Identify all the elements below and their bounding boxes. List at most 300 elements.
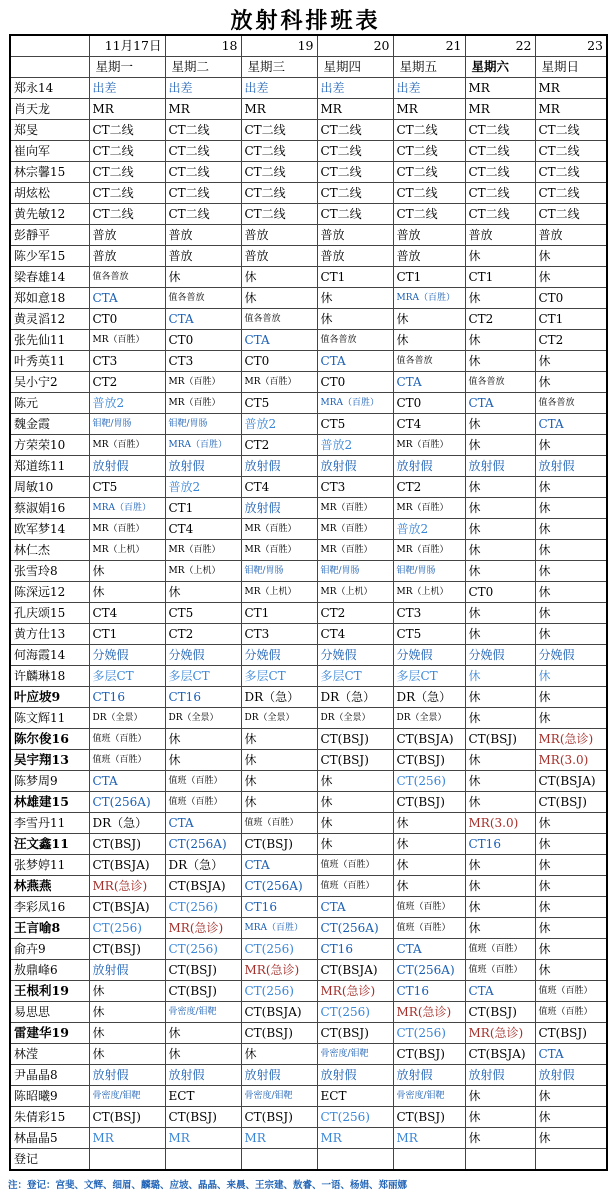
staff-name-cell: 许麟琳18 <box>10 666 89 687</box>
staff-name-cell: 林雄建15 <box>10 792 89 813</box>
shift-cell: CT2 <box>165 624 241 645</box>
shift-cell: 值班（百胜） <box>465 960 535 981</box>
table-row <box>10 666 607 687</box>
shift-cell: CT4 <box>165 519 241 540</box>
shift-cell: 休 <box>241 792 317 813</box>
shift-cell: CTA <box>165 309 241 330</box>
shift-cell: 休 <box>89 981 165 1002</box>
shift-cell: 值班（百胜） <box>393 897 465 918</box>
shift-cell: CT5 <box>241 393 317 414</box>
shift-cell: 分娩假 <box>465 645 535 666</box>
shift-cell: CT2 <box>241 435 317 456</box>
shift-cell: 普放 <box>393 246 465 267</box>
shift-cell: 出差 <box>393 78 465 99</box>
table-row <box>10 351 607 372</box>
shift-cell: 分娩假 <box>165 645 241 666</box>
shift-cell: CT0 <box>165 330 241 351</box>
shift-cell: CT2 <box>465 309 535 330</box>
shift-cell: 休 <box>465 351 535 372</box>
shift-cell: CTA <box>535 1044 607 1065</box>
shift-cell: MRA（百胜） <box>317 393 393 414</box>
shift-cell: 休 <box>535 519 607 540</box>
shift-cell: 休 <box>465 519 535 540</box>
shift-cell: 值各普放 <box>165 288 241 309</box>
shift-cell: 休 <box>89 1002 165 1023</box>
shift-cell: CT(BSJ) <box>89 939 165 960</box>
shift-cell: 放射假 <box>317 456 393 477</box>
shift-cell: CTA <box>317 897 393 918</box>
shift-cell: 多层CT <box>165 666 241 687</box>
shift-cell: CT二线 <box>241 183 317 204</box>
shift-cell: 值各普放 <box>89 267 165 288</box>
shift-cell: MR（百胜） <box>241 540 317 561</box>
shift-cell: CT(BSJ) <box>465 729 535 750</box>
table-row <box>10 519 607 540</box>
shift-cell: CT0 <box>89 309 165 330</box>
shift-cell: 休 <box>465 1086 535 1107</box>
shift-cell: MR（上机） <box>165 561 241 582</box>
shift-cell: MR <box>241 1128 317 1149</box>
staff-name-cell: 陈文辉11 <box>10 708 89 729</box>
shift-cell: CT二线 <box>393 204 465 225</box>
shift-cell: 放射假 <box>465 456 535 477</box>
shift-cell: 休 <box>465 855 535 876</box>
shift-cell: MR（百胜） <box>165 393 241 414</box>
shift-cell: 出差 <box>89 78 165 99</box>
shift-cell: MR（百胜） <box>89 519 165 540</box>
shift-cell: CT2 <box>393 477 465 498</box>
shift-cell: CT(256A) <box>89 792 165 813</box>
footer-note: 注：登记：宫斐、文辉、细眉、麟璐、应坡、晶晶、来晨、王宗建、敖睿、一语、杨娟、郑丽娜 <box>8 1180 408 1191</box>
shift-cell: 休 <box>465 477 535 498</box>
shift-cell: DR（急） <box>393 687 465 708</box>
shift-cell: 值班（百胜） <box>317 876 393 897</box>
shift-cell: 休 <box>535 1128 607 1149</box>
shift-cell: MR（百胜） <box>241 372 317 393</box>
date-header-cell: 19 <box>241 35 317 57</box>
shift-cell: ECT <box>317 1086 393 1107</box>
date-header-cell: 22 <box>465 35 535 57</box>
shift-cell: MRA（百胜） <box>393 288 465 309</box>
staff-name-cell: 李彩凤16 <box>10 897 89 918</box>
shift-cell: CT二线 <box>165 183 241 204</box>
shift-cell: CT二线 <box>317 183 393 204</box>
shift-cell: MR（上机） <box>393 582 465 603</box>
shift-cell: CT(BSJ) <box>317 1023 393 1044</box>
staff-name-cell: 林宗馨15 <box>10 162 89 183</box>
shift-cell: CT(BSJ) <box>89 834 165 855</box>
weekday-header-cell: 星期一 <box>89 57 165 78</box>
shift-cell: CT(BSJ) <box>165 981 241 1002</box>
shift-cell: 出差 <box>317 78 393 99</box>
shift-cell: CT二线 <box>89 183 165 204</box>
shift-cell: 休 <box>535 666 607 687</box>
shift-cell <box>89 1149 165 1171</box>
table-row <box>10 645 607 666</box>
shift-cell: 休 <box>89 1023 165 1044</box>
shift-cell: 休 <box>165 1044 241 1065</box>
shift-cell: CT二线 <box>317 141 393 162</box>
shift-cell: CT0 <box>241 351 317 372</box>
shift-cell: 休 <box>535 813 607 834</box>
shift-cell: 普放 <box>535 225 607 246</box>
table-row <box>10 771 607 792</box>
shift-cell: CT二线 <box>393 183 465 204</box>
shift-cell: CT1 <box>465 267 535 288</box>
table-row <box>10 393 607 414</box>
shift-cell: CT二线 <box>317 162 393 183</box>
table-row <box>10 246 607 267</box>
shift-cell: 休 <box>535 624 607 645</box>
shift-cell: 休 <box>535 372 607 393</box>
staff-name-cell: 俞卉9 <box>10 939 89 960</box>
shift-cell: CT(BSJA) <box>317 960 393 981</box>
shift-cell: 放射假 <box>393 456 465 477</box>
shift-cell: 休 <box>317 792 393 813</box>
shift-cell: CT(BSJ) <box>165 1107 241 1128</box>
date-header-row <box>10 35 607 57</box>
staff-name-cell: 张先仙11 <box>10 330 89 351</box>
shift-cell: 休 <box>465 498 535 519</box>
shift-cell: CT二线 <box>241 204 317 225</box>
shift-cell: 值各普放 <box>393 351 465 372</box>
shift-cell: 休 <box>241 1044 317 1065</box>
shift-cell: 休 <box>535 1107 607 1128</box>
shift-cell: CT3 <box>393 603 465 624</box>
shift-cell: 休 <box>535 498 607 519</box>
shift-cell: CT4 <box>89 603 165 624</box>
staff-name-cell: 黄灵滔12 <box>10 309 89 330</box>
table-row <box>10 435 607 456</box>
shift-cell: MR（百胜） <box>393 540 465 561</box>
shift-cell: CT(256) <box>393 771 465 792</box>
shift-cell: 值班（百胜） <box>89 750 165 771</box>
shift-cell: CT2 <box>89 372 165 393</box>
shift-cell: CT0 <box>465 582 535 603</box>
staff-name-cell: 陈尔俊16 <box>10 729 89 750</box>
shift-cell: 休 <box>393 876 465 897</box>
shift-cell: 休 <box>535 246 607 267</box>
shift-cell: MR <box>89 99 165 120</box>
shift-cell: 骨密度/钼靶 <box>317 1044 393 1065</box>
staff-name-cell: 彭靜平 <box>10 225 89 246</box>
staff-name-cell: 林晶晶5 <box>10 1128 89 1149</box>
shift-cell: 休 <box>465 792 535 813</box>
shift-cell: CT(256) <box>317 1107 393 1128</box>
shift-cell: 休 <box>465 414 535 435</box>
shift-cell: 放射假 <box>241 456 317 477</box>
shift-cell: 休 <box>393 834 465 855</box>
shift-cell: CT2 <box>317 603 393 624</box>
shift-cell: 休 <box>535 603 607 624</box>
shift-cell: CT5 <box>165 603 241 624</box>
shift-cell: 普放 <box>241 225 317 246</box>
shift-cell: MR（上机） <box>317 582 393 603</box>
shift-cell: 休 <box>465 540 535 561</box>
table-row <box>10 792 607 813</box>
shift-cell: CT(256) <box>89 918 165 939</box>
shift-cell: 出差 <box>241 78 317 99</box>
weekday-header-cell: 星期日 <box>535 57 607 78</box>
staff-name-cell: 汪文鑫11 <box>10 834 89 855</box>
shift-cell: CT(BSJA) <box>393 729 465 750</box>
table-row <box>10 225 607 246</box>
shift-cell: 休 <box>535 897 607 918</box>
staff-name-cell: 林滢 <box>10 1044 89 1065</box>
roster-table <box>9 34 608 1171</box>
shift-cell: 休 <box>165 582 241 603</box>
shift-cell: 休 <box>535 960 607 981</box>
date-header-cell: 18 <box>165 35 241 57</box>
staff-name-cell: 朱倩彩15 <box>10 1107 89 1128</box>
shift-cell: CT16 <box>317 939 393 960</box>
shift-cell: 休 <box>465 435 535 456</box>
shift-cell: 分娩假 <box>89 645 165 666</box>
shift-cell: 放射假 <box>393 1065 465 1086</box>
table-row <box>10 939 607 960</box>
shift-cell: 休 <box>535 708 607 729</box>
table-row <box>10 141 607 162</box>
shift-cell: MR <box>165 1128 241 1149</box>
table-row <box>10 1044 607 1065</box>
table-row <box>10 99 607 120</box>
date-header-cell <box>10 35 89 57</box>
shift-cell: 休 <box>165 750 241 771</box>
shift-cell: 钼靶/胃肠 <box>89 414 165 435</box>
shift-cell: CT(BSJ) <box>317 750 393 771</box>
shift-cell: 放射假 <box>241 1065 317 1086</box>
shift-cell: CT(256) <box>165 939 241 960</box>
shift-cell: CT二线 <box>241 141 317 162</box>
shift-cell: 休 <box>393 330 465 351</box>
table-row <box>10 1023 607 1044</box>
shift-cell: 休 <box>535 582 607 603</box>
table-row <box>10 498 607 519</box>
staff-name-cell: 林仁杰 <box>10 540 89 561</box>
staff-name-cell: 吴小宁2 <box>10 372 89 393</box>
shift-cell: 休 <box>535 855 607 876</box>
shift-cell: MR(急诊) <box>535 729 607 750</box>
shift-cell: CT5 <box>317 414 393 435</box>
staff-name-cell: 登记 <box>10 1149 89 1171</box>
shift-cell: CTA <box>317 351 393 372</box>
table-row <box>10 981 607 1002</box>
staff-name-cell: 梁春雄14 <box>10 267 89 288</box>
table-row <box>10 855 607 876</box>
table-row <box>10 330 607 351</box>
shift-cell: CT4 <box>393 414 465 435</box>
shift-cell: CTA <box>241 855 317 876</box>
shift-cell: 值班（百胜） <box>393 918 465 939</box>
shift-cell: CT(BSJ) <box>165 960 241 981</box>
shift-cell: MR（百胜） <box>317 540 393 561</box>
shift-cell: CT16 <box>241 897 317 918</box>
shift-cell: 分娩假 <box>317 645 393 666</box>
staff-name-cell: 胡炫松 <box>10 183 89 204</box>
shift-cell: 普放 <box>465 225 535 246</box>
shift-cell: 休 <box>535 1086 607 1107</box>
shift-cell: CT(256) <box>317 1002 393 1023</box>
shift-cell: 值班（百胜） <box>535 1002 607 1023</box>
shift-cell: CT二线 <box>393 141 465 162</box>
shift-cell: MR（百胜） <box>317 519 393 540</box>
shift-cell: CT二线 <box>165 120 241 141</box>
shift-cell: CT(256A) <box>241 876 317 897</box>
table-row <box>10 1065 607 1086</box>
table-row <box>10 204 607 225</box>
staff-name-cell: 欧军梦14 <box>10 519 89 540</box>
shift-cell: DR（全景） <box>241 708 317 729</box>
shift-cell: 放射假 <box>89 1065 165 1086</box>
shift-cell: 休 <box>465 708 535 729</box>
shift-cell: CTA <box>89 288 165 309</box>
shift-cell: MR（百胜） <box>317 498 393 519</box>
shift-cell <box>393 1149 465 1171</box>
shift-cell: CT1 <box>393 267 465 288</box>
shift-cell: MR <box>241 99 317 120</box>
shift-cell <box>165 1149 241 1171</box>
shift-cell: 值班（百胜） <box>241 813 317 834</box>
weekday-header-row <box>10 57 607 78</box>
shift-cell: 休 <box>165 1023 241 1044</box>
shift-cell: MR（百胜） <box>393 498 465 519</box>
table-row <box>10 288 607 309</box>
shift-cell <box>317 1149 393 1171</box>
staff-name-cell: 郑永14 <box>10 78 89 99</box>
shift-cell: CT二线 <box>241 120 317 141</box>
shift-cell: 休 <box>465 771 535 792</box>
shift-cell: MR <box>535 99 607 120</box>
table-row <box>10 540 607 561</box>
shift-cell: 值班（百胜） <box>535 981 607 1002</box>
shift-cell: CTA <box>393 939 465 960</box>
shift-cell: CT二线 <box>393 162 465 183</box>
staff-name-cell: 陈梦周9 <box>10 771 89 792</box>
shift-cell: 休 <box>393 309 465 330</box>
shift-cell: DR（全景） <box>89 708 165 729</box>
shift-cell: CTA <box>241 330 317 351</box>
shift-cell: MR(急诊) <box>393 1002 465 1023</box>
shift-cell: MR(急诊) <box>241 960 317 981</box>
table-row <box>10 162 607 183</box>
shift-cell: CT(BSJ) <box>465 1002 535 1023</box>
shift-cell: 放射假 <box>165 456 241 477</box>
shift-cell: MR <box>393 99 465 120</box>
shift-cell: CT1 <box>317 267 393 288</box>
shift-cell: 休 <box>317 771 393 792</box>
shift-cell: CT二线 <box>165 204 241 225</box>
shift-cell: 多层CT <box>89 666 165 687</box>
shift-cell: CT二线 <box>89 120 165 141</box>
shift-cell: CT(BSJA) <box>535 771 607 792</box>
shift-cell: 钼靶/胃肠 <box>393 561 465 582</box>
table-row <box>10 1149 607 1171</box>
shift-cell: CT(BSJ) <box>89 1107 165 1128</box>
shift-cell <box>535 1149 607 1171</box>
shift-cell: CT二线 <box>465 162 535 183</box>
shift-cell: 普放 <box>317 225 393 246</box>
shift-cell: 休 <box>535 687 607 708</box>
shift-cell: 值班（百胜） <box>165 771 241 792</box>
shift-cell: CT(256) <box>393 1023 465 1044</box>
shift-cell: CTA <box>393 372 465 393</box>
shift-cell: CT(256) <box>241 939 317 960</box>
shift-cell: MR(急诊) <box>465 1023 535 1044</box>
shift-cell <box>241 1149 317 1171</box>
shift-cell: MR(急诊) <box>165 918 241 939</box>
shift-cell: CT二线 <box>317 120 393 141</box>
staff-name-cell: 黄先敏12 <box>10 204 89 225</box>
shift-cell: 普放2 <box>317 435 393 456</box>
shift-cell: 休 <box>465 624 535 645</box>
staff-name-cell: 吴宇翔13 <box>10 750 89 771</box>
shift-cell: 休 <box>465 561 535 582</box>
shift-cell: CT(BSJ) <box>393 750 465 771</box>
staff-name-cell: 林燕燕 <box>10 876 89 897</box>
roster-body <box>10 78 607 1171</box>
shift-cell: 休 <box>317 813 393 834</box>
shift-cell: CT0 <box>393 393 465 414</box>
shift-cell: CT二线 <box>535 183 607 204</box>
shift-cell: 休 <box>241 729 317 750</box>
weekday-header-cell: 星期五 <box>393 57 465 78</box>
shift-cell: MR（上机） <box>241 582 317 603</box>
shift-cell <box>465 1149 535 1171</box>
shift-cell: MR <box>165 99 241 120</box>
shift-cell: CT二线 <box>535 162 607 183</box>
shift-cell: MR（百胜） <box>393 435 465 456</box>
staff-name-cell: 方荣荣10 <box>10 435 89 456</box>
shift-cell: 休 <box>535 267 607 288</box>
shift-cell: 值各普放 <box>241 309 317 330</box>
staff-name-cell: 敖鼎峰6 <box>10 960 89 981</box>
shift-cell: MR(3.0) <box>465 813 535 834</box>
table-row <box>10 1128 607 1149</box>
shift-cell: MRA（百胜） <box>165 435 241 456</box>
shift-cell: 骨密度/钼靶 <box>241 1086 317 1107</box>
shift-cell: CTA <box>535 414 607 435</box>
shift-cell: 分娩假 <box>241 645 317 666</box>
shift-cell: MR(急诊) <box>317 981 393 1002</box>
shift-cell: 放射假 <box>535 1065 607 1086</box>
shift-cell: CT(BSJ) <box>317 729 393 750</box>
shift-cell: 值各普放 <box>317 330 393 351</box>
shift-cell: MR(急诊) <box>89 876 165 897</box>
table-row <box>10 1086 607 1107</box>
shift-cell: 休 <box>241 771 317 792</box>
shift-cell: 多层CT <box>393 666 465 687</box>
shift-cell: 骨密度/钼靶 <box>393 1086 465 1107</box>
shift-cell: 休 <box>465 288 535 309</box>
table-row <box>10 876 607 897</box>
shift-cell: 休 <box>465 666 535 687</box>
shift-cell: 休 <box>465 918 535 939</box>
table-row <box>10 1107 607 1128</box>
shift-cell: CT16 <box>89 687 165 708</box>
shift-cell: CT16 <box>393 981 465 1002</box>
shift-cell: CT(BSJA) <box>241 1002 317 1023</box>
shift-cell: 放射假 <box>465 1065 535 1086</box>
shift-cell: 钼靶/胃肠 <box>241 561 317 582</box>
shift-cell: 普放 <box>89 225 165 246</box>
shift-cell: CT(256A) <box>393 960 465 981</box>
staff-name-cell: 陈昭曦9 <box>10 1086 89 1107</box>
staff-name-cell: 尹晶晶8 <box>10 1065 89 1086</box>
shift-cell: DR（急） <box>89 813 165 834</box>
shift-cell: 休 <box>535 540 607 561</box>
shift-cell: 出差 <box>165 78 241 99</box>
shift-cell: 休 <box>465 330 535 351</box>
